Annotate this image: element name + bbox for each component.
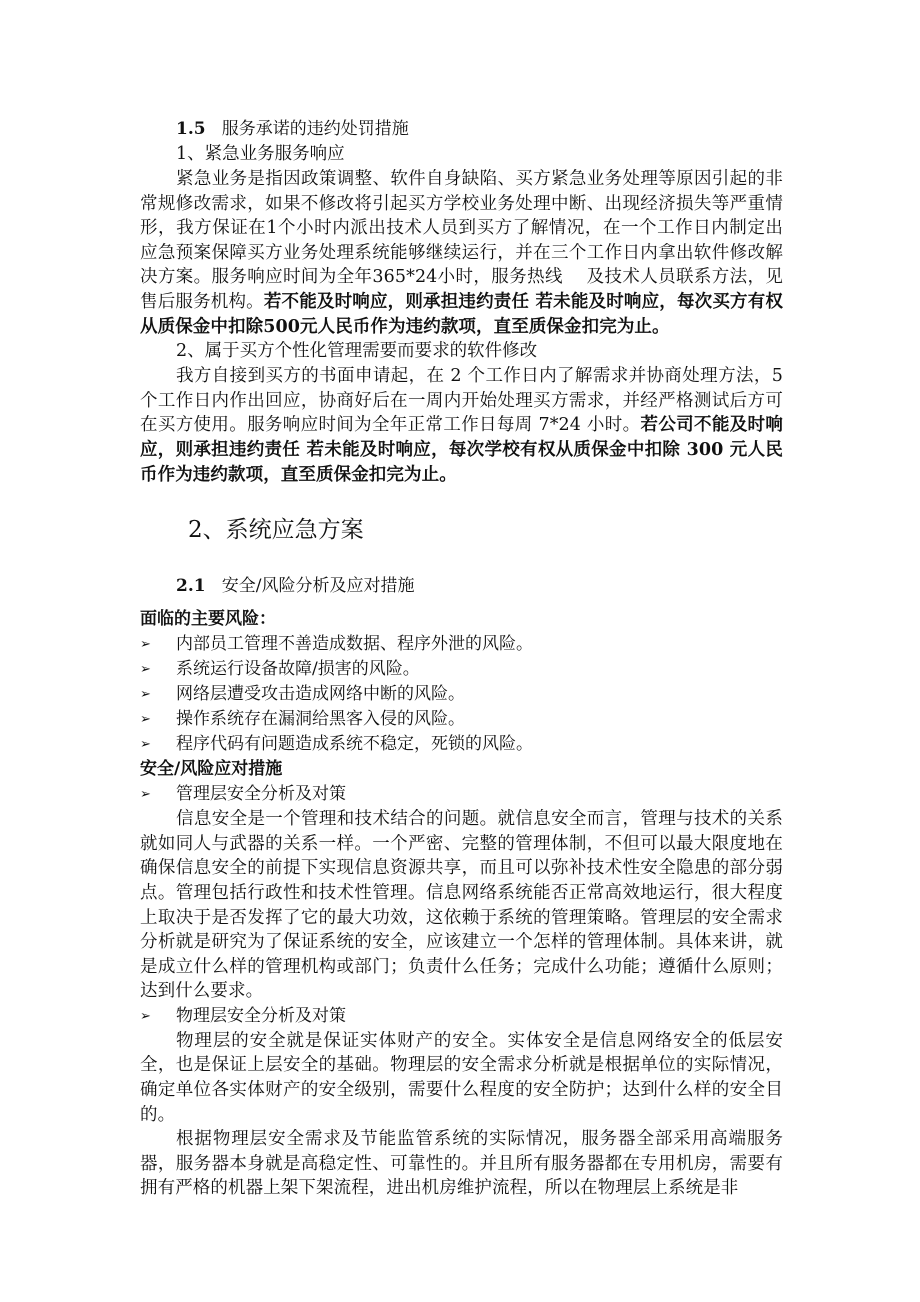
mgmt-paragraph: 信息安全是一个管理和技术结合的问题。就信息安全而言，管理与技术的关系就如同人与武器的关系一样。一个严密、完整的管理体制，不但可以最大限度地在确保信息安全的前提下实现信息资源共享，而且可以弥补技术性安全隐患的部分弱点。管理包括行政性和技术性管理。信息网络系统能否正常高效地运行，很大程度上取决于是否发挥了它的最大功效，这依赖于系统的管理策略。管理层的安全需求分析就是研究为了保证系统的安全，应该建立一个怎样的管理体制。具体来讲，就是成立什么样的管理机构或部门；负责什么任务；完成什么功能；遵循什么原则；达到什么要求。 (140, 809, 783, 1002)
measures-label: 安全/风险应对措施 (140, 759, 283, 780)
mgmt-heading (140, 782, 783, 807)
item-2-penalty: 若公司不能及时响应，则承担违约责任 若未能及时响应，每次学校有权从质保金中扣除 300 元人民币作为违约款项，直至质保金扣完为止。 (140, 415, 783, 485)
risks-label: 面临的主要风险： (140, 609, 276, 630)
arrow-bullet-icon: ➢ (140, 637, 151, 653)
item-1-paragraph (140, 167, 783, 339)
item-2-text: 我方自接到买方的书面申请起，在 2 个工作日内了解需求并协商处理方法，5 个工作日内作出回应，协商好后在一周内开始处理买方需求，并经严格测试后方可在买方使用。服务响应时间为全年正常工作日每周 7*24 小时。 (140, 366, 783, 436)
risk-item (140, 707, 783, 732)
arrow-bullet-icon: ➢ (140, 687, 151, 703)
item-2-paragraph (140, 364, 783, 487)
risk-text: 操作系统存在漏洞给黑客入侵的风险。 (176, 709, 465, 730)
risk-text: 程序代码有问题造成系统不稳定，死锁的风险。 (176, 734, 533, 755)
phys-paragraph-2: 根据物理层安全需求及节能监管系统的实际情况，服务器全部采用高端服务器，服务器本身就是高稳定性、可靠性的。并且所有服务器都在专用机房，需要有拥有严格的机器上架下架流程，进出机房维护流程，所以在物理层上系统是非 (140, 1129, 783, 1199)
item-1-text: 紧急业务是指因政策调整、软件自身缺陷、买方紧急业务处理等原因引起的非常规修改需求，如果不修改将引起买方学校业务处理中断、出现经济损失等严重情形，我方保证在1个小时内派出技术人员到买方了解情况，在一个工作日内制定出应急预案保障买方业务处理系统能够继续运行，并在三个工作日内拿出软件修改解决方案。服务响应时间为全年365*24小时，服务热线 及技术人员联系方法，见售后服务机构。 (140, 169, 783, 312)
risk-text: 系统运行设备故障/损害的风险。 (176, 659, 420, 680)
arrow-bullet-icon: ➢ (140, 662, 151, 678)
risk-text: 内部员工管理不善造成数据、程序外泄的风险。 (176, 634, 533, 655)
section-2-1-heading (140, 573, 783, 599)
section-2-1-number: 2.1 (176, 576, 206, 597)
risk-item (140, 732, 783, 757)
arrow-bullet-icon: ➢ (140, 787, 151, 803)
section-2-heading: 2、系统应急方案 (188, 517, 364, 544)
arrow-bullet-icon: ➢ (140, 1008, 151, 1024)
item-1-penalty: 若不能及时响应，则承担违约责任 若未能及时响应，每次买方有权从质保金中扣除500元人民币作为违约款项，直至质保金扣完为止。 (140, 291, 783, 337)
phys-heading (140, 1004, 783, 1029)
mgmt-heading-text: 管理层安全分析及对策 (176, 784, 346, 805)
section-1-5-title: 服务承诺的违约处罚措施 (221, 119, 409, 139)
section-2-1-title: 安全/风险分析及应对措施 (221, 576, 415, 597)
risk-item (140, 682, 783, 707)
risk-item (140, 657, 783, 682)
item-2-heading: 2、属于买方个性化管理需要而要求的软件修改 (176, 341, 538, 362)
phys-paragraph-1: 物理层的安全就是保证实体财产的安全。实体安全是信息网络安全的低层安全，也是保证上层安全的基础。物理层的安全需求分析就是根据单位的实际情况，确定单位各实体财产的安全级别，需要什么程度的安全防护；达到什么样的安全目的。 (140, 1030, 783, 1125)
item-1-heading: 1、紧急业务服务响应 (176, 144, 345, 164)
section-1-5-number: 1.5 (176, 119, 206, 139)
document-page (140, 116, 783, 1201)
phys-heading-text: 物理层安全分析及对策 (176, 1005, 346, 1026)
arrow-bullet-icon: ➢ (140, 737, 151, 753)
section-1-5-heading (140, 116, 783, 142)
arrow-bullet-icon: ➢ (140, 712, 151, 728)
risk-item (140, 632, 783, 657)
risk-text: 网络层遭受攻击造成网络中断的风险。 (176, 684, 465, 705)
